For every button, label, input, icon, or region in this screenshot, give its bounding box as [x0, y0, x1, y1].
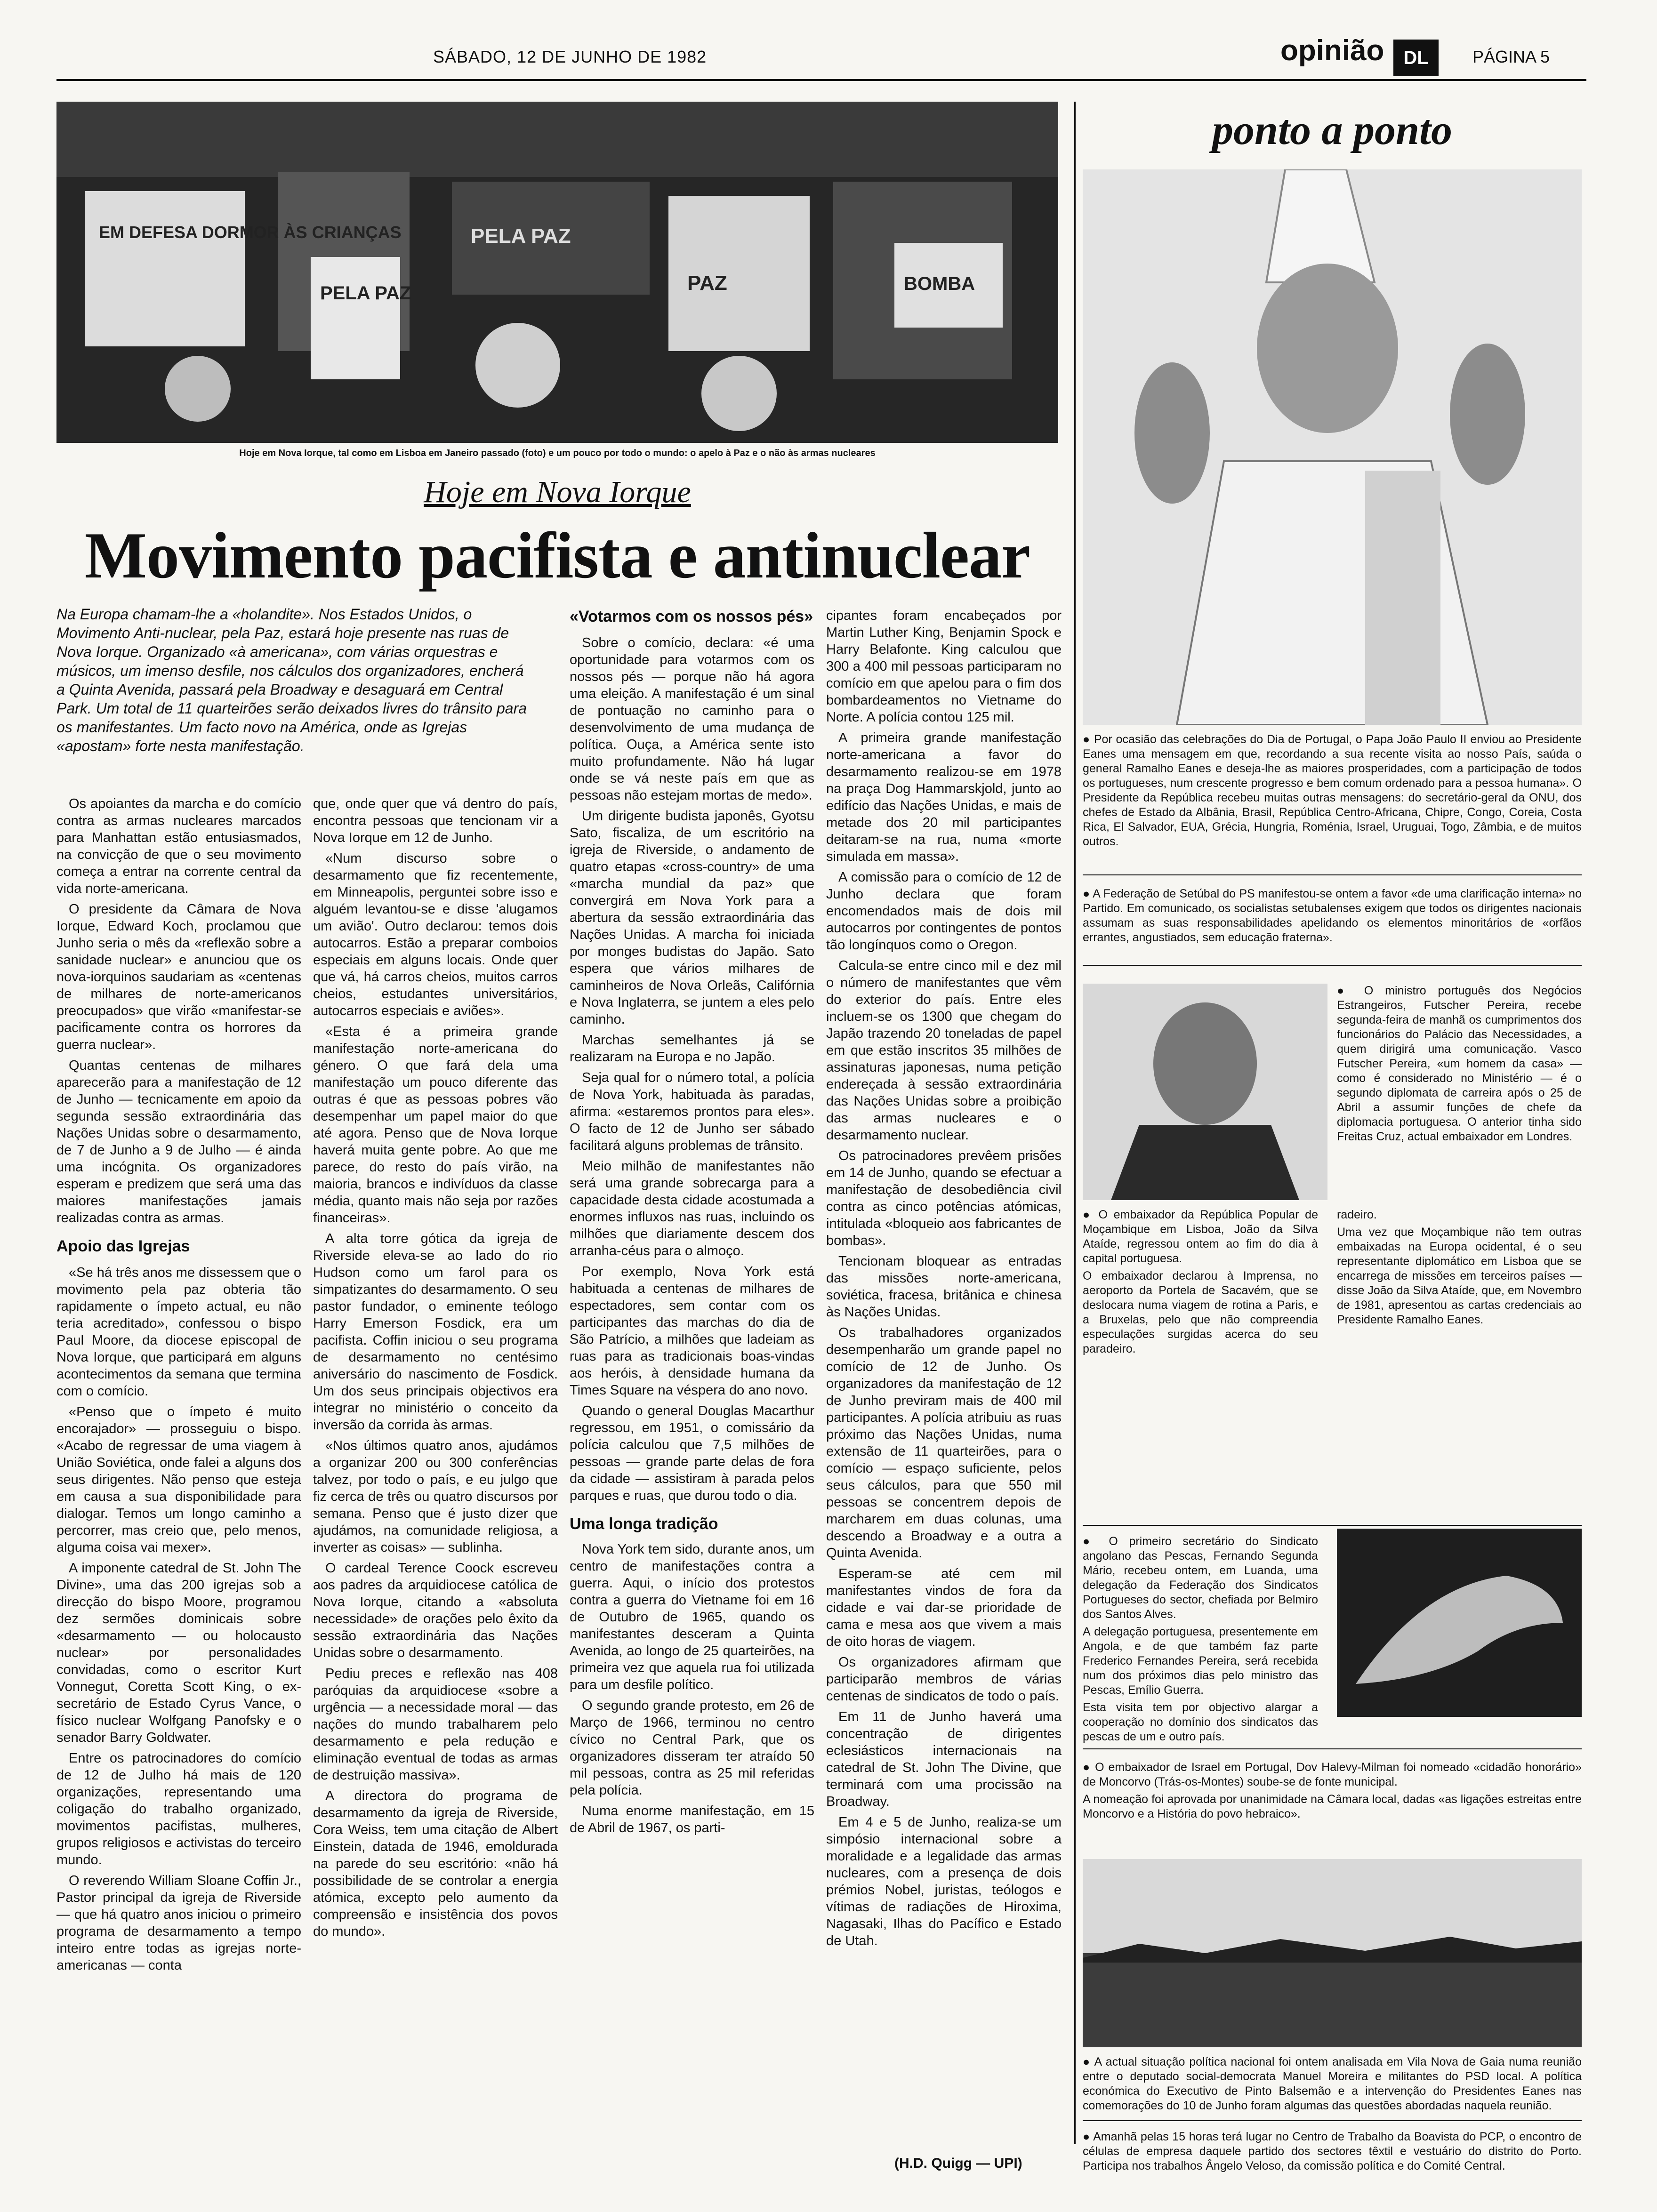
paragraph: Os trabalhadores organizados desempenharão um grande papel no comício de 12 de Junho. Os organizadores da manifestação de 12 de Junho previram mais de 400 mil participantes. A polícia atribuiu as ruas próximo das Nações Unidas, numa extensão de 11 quarteirões, para o comício — espaço suficiente, pelos seus cálculos, para que 550 mil pessoas se concentrem depois de marcharem em duas colunas, uma descendo a Broadway e a outra a Quinta Avenida.: [826, 1325, 1062, 1561]
paragraph: O presidente da Câmara de Nova Iorque, Edward Koch, proclamou que Junho seria o mês da «reflexão sobre a sanidade nuclear» e anunciou que os nova-iorquinos saudariam as «centenas de milhares de norte-americanos preocupados» que virão «manifestar-se pacificamente contra os horrores da guerra nuclear».: [56, 902, 301, 1052]
sign-text-1: EM DEFESA DORMOR ÀS CRIANÇAS: [99, 223, 402, 242]
paragraph: Calcula-se entre cinco mil e dez mil o número de manifestantes que vêm do exterior do país. Entre eles incluem-se os 1300 que chegam do Japão trazendo 20 toneladas de papel em que estão inscritos 35 milhões de assinaturas japonesas, numa petição endereçada à sessão extraordinária das Nações Unidas sobre a proibição das armas nucleares e o desarmamento nuclear.: [826, 958, 1062, 1143]
sidebar-item-gaia: ● A actual situação política nacional foi ontem analisada em Vila Nova de Gaia numa reunião entre o deputado social-democrata Manuel Moreira e militantes do PSD local. A política económica do Executivo de Pinto Balsemão e a intervenção do Presidentes Eanes nas comemorações do 10 de Junho foram algumas das questões abordadas naquela reunião.: [1083, 2055, 1582, 2112]
subheading: Uma longa tradição: [570, 1515, 718, 1533]
paragraph: A directora do programa de desarmamento da igreja de Riverside, Cora Weiss, tem uma citação de Albert Einstein, datada de 1946, emoldurada na parede do seu escritório: «não há possibilidade de se controlar a energia atómica, excepto pelo aumento da compreensão e insistência dos povos do mundo».: [313, 1788, 558, 1939]
paragraph: A imponente catedral de St. John The Divine», uma das 200 igrejas sob a direcção do bispo Moore, programou dez sermões dominicais sobre «desarmamento — ou holocausto nuclear» por personalidades convidadas, como o escritor Kurt Vonnegut, Coretta Scott King, o ex-secretário de Estado Cyrus Vance, o físico nuclear Wolfgang Panofsky e o senador Barry Goldwater.: [56, 1561, 301, 1745]
article-signature: (H.D. Quigg — UPI): [894, 2156, 1022, 2171]
article-column-2: [313, 795, 558, 1944]
sidebar-item-mozambique: [1083, 1208, 1318, 1359]
paragraph: «Se há três anos me dissessem que o movimento pela paz obteria tão rapidamente o ímpeto actual, eu não teria acreditado», confessou o bispo Paul Moore, da diocese episcopal de Nova Iorque, que participará em alguns acontecimentos da semana que termina com o comício.: [56, 1265, 301, 1399]
paragraph: Uma vez que Moçambique não tem outras embaixadas na Europa ocidental, é o seu representante diplomático em Lisboa que se encarrega de missões em terceiros países — disse João da Silva Ataíde, que, em Novembro de 1981, apresentou as cartas credenciais ao Presidente Ramalho Eanes.: [1337, 1226, 1582, 1326]
sidebar-divider: [1074, 102, 1076, 2144]
paragraph: «Num discurso sobre o desarmamento que fiz recentemente, em Minneapolis, perguntei sobre isso e alguém levantou-se e disse 'alugamos um avião'. Outro declarou: temos dois autocarros. Estão a preparar comboios especiais em alguns locais. Onde quer que vá, há carros cheios, muitos carros cheios, estudantes universitários, autocarros especiais e aviões».: [313, 851, 558, 1018]
paragraph: ● O primeiro secretário do Sindicato angolano das Pescas, Fernando Segunda Mário, recebeu ontem, em Luanda, uma delegação da Federação dos Sindicatos Portugueses do sector, chefiada por Belmiro dos Santos Alves.: [1083, 1535, 1318, 1621]
page-number: PÁGINA 5: [1472, 47, 1550, 66]
sign-text-4: BOMBA: [904, 273, 975, 294]
sidebar-title: ponto a ponto: [1212, 107, 1453, 153]
paragraph: radeiro.: [1337, 1208, 1377, 1221]
subheading: «Votarmos com os nossos pés»: [570, 608, 813, 625]
article-column-1: [56, 795, 301, 1978]
paragraph: O embaixador declarou à Imprensa, no aeroporto da Portela de Sacavém, que se deslocara numa viagem de rotina a Paris, e a Bruxelas, pelo que não compreendia especulações surgidas acerca do seu paradeiro.: [1083, 1269, 1318, 1355]
paragraph: Em 11 de Junho haverá uma concentração de dirigentes eclesiásticos internacionais na catedral de St. John The Divine, que terminará com uma procissão na Broadway.: [826, 1709, 1062, 1809]
paragraph: A delegação portuguesa, presentemente em Angola, e de que também faz parte Frederico Fernandes Pereira, será recebida num dos próximos dias pelo ministro das Pescas, Emílio Guerra.: [1083, 1625, 1318, 1697]
paragraph: O segundo grande protesto, em 26 de Março de 1966, terminou no centro cívico no Central Park, que os organizadores disseram ter atraído 50 mil pessoas, contra as 25 mil referidas pela polícia.: [570, 1698, 814, 1798]
sidebar-rule: [1083, 874, 1582, 875]
article-column-3: [570, 607, 814, 1840]
sign-text-3: PAZ: [687, 272, 727, 295]
header-rule: [56, 79, 1586, 81]
paragraph: «Nos últimos quatro anos, ajudámos a organizar 200 ou 300 conferências talvez, por todo o país, e eu julgo que fiz cerca de três ou quatro discursos por semana. Penso que é justo dizer que ajudámos, na comunidade religiosa, a inverter as coisas» — sublinha.: [313, 1438, 558, 1555]
paragraph: cipantes foram encabeçados por Martin Luther King, Benjamin Spock e Harry Belafonte. King calculou que 300 a 400 mil pessoas participaram no comício em que apelou para o fim dos bombardeamentos no Vietname do Norte. A polícia contou 125 mil.: [826, 608, 1062, 725]
pope-photo-art: [1083, 169, 1582, 725]
paragraph: Um dirigente budista japonês, Gyotsu Sato, fiscaliza, de um escritório na igreja de Riverside, o andamento de quatro etapas «cross-country» de uma «marcha mundial da paz» que convergirá em Nova York para a abertura da sessão extraordinária das Nações Unidas. A marcha foi iniciada por monges budistas do Japão. Sato espera que vários milhares de caminheiros de Nova Orleãs, Califórnia e Nova Inglaterra, se juntem a eles pelo caminho.: [570, 809, 814, 1027]
paragraph: Quando o general Douglas Macarthur regressou, em 1951, o comissário da polícia calculou que 7,5 milhões de pessoas — grande parte delas de fora da cidade — assistiram à parada pelos parques e ruas, que durou todo o dia.: [570, 1403, 814, 1503]
protest-photo: [56, 102, 1058, 443]
newspaper-logo-icon: DL: [1393, 40, 1439, 76]
paragraph: A nomeação foi aprovada por unanimidade na Câmara local, dadas «as ligações estreitas entre Moncorvo e a História do povo hebraico».: [1083, 1793, 1582, 1820]
paragraph: «Esta é a primeira grande manifestação norte-americana do género. O que fará dela uma manifestação um pouco diferente das outras é que as pessoas pobres vão desempenhar um papel maior do que até agora. Penso que de Nova Iorque haverá muita gente pobre. Ao que me parece, do resto do país virão, na maioria, brancos e indivíduos da classe média, quanto mais não seja por razões financeiras».: [313, 1024, 558, 1226]
paragraph: O cardeal Terence Coock escreveu aos padres da arquidiocese católica de Nova Iorque, citando a «absoluta necessidade» de orações pelo êxito da sessão extraordinária das Nações Unidas sobre o desarmamento.: [313, 1561, 558, 1660]
gaia-photo-art: [1083, 1859, 1582, 2047]
sidebar-item-futscher: ● O ministro português dos Negócios Estrangeiros, Futscher Pereira, recebe segunda-feira de manhã os cumprimentos dos funcionários do Palácio das Necessidades, a quem dirigirá uma comunicação. Vasco Futscher Pereira, «um homem da casa» — como é considerado no Ministério — é o segundo diplomata de carreira após o 25 de Abril a assumir funções de chefe da diplomacia portuguesa. O anterior tinha sido Freitas Cruz, actual embaixador em Londres.: [1337, 984, 1582, 1143]
sidebar-item-ps-setubal: ● A Federação de Setúbal do PS manifestou-se ontem a favor «de uma clarificação interna» no Partido. Em comunicado, os socialistas setubalenses exigem que todos os dirigentes nacionais assumam as suas responsabilidades apelidando os elementos minoritários de «orfãos errantes, angustiados, sem educação fraterna».: [1083, 887, 1582, 944]
paragraph: A alta torre gótica da igreja de Riverside eleva-se ao lado do rio Hudson como um farol para os simpatizantes do desarmamento. O seu pastor fundador, o eminente teólogo Harry Emerson Fosdick, era um pacifista. Coffin iniciou o seu programa de desarmamento no centésimo aniversário do nascimento de Fosdick. Um dos seus principais objectivos era integrar no ministério o conceito da inversão da corrida às armas.: [313, 1231, 558, 1433]
article-headline: Movimento pacifista e antinuclear: [84, 519, 1030, 592]
sidebar-item-mozambique-cont: [1337, 1208, 1582, 1330]
sidebar-rule: [1083, 1525, 1582, 1526]
fish-photo: [1337, 1529, 1582, 1717]
sidebar-rule: [1083, 965, 1582, 966]
sidebar-item-angola: [1083, 1534, 1318, 1747]
fish-photo-art: [1337, 1529, 1582, 1717]
paragraph: Marchas semelhantes já se realizaram na Europa e no Japão.: [570, 1033, 814, 1065]
paragraph: Por exemplo, Nova York está habituada a centenas de milhares de espectadores, sem contar com os participantes das marchas do dia de São Patrício, a milhões que ladeiam as ruas para as tradicionais boas-vindas aos heróis, à densidade humana da Times Square na véspera do ano novo.: [570, 1264, 814, 1398]
article-column-4: [826, 607, 1062, 1953]
paragraph: Sobre o comício, declara: «é uma oportunidade para votarmos com os nossos pés — porque não há agora uma eleição. A manifestação é um sinal de pontuação no caminho para o desenvolvimento de uma mudança de política. Ouça, a América sente isto muito profundamente. Não há lugar onde se vá neste país em que as pessoas não estejam mortas de medo».: [570, 635, 814, 803]
pope-photo: [1083, 169, 1582, 725]
paragraph: Os apoiantes da marcha e do comício contra as armas nucleares marcados para Manhattan estão entusiasmados, na convicção de que o seu movimento começa a entrar na corrente central da vida norte-americana.: [56, 796, 301, 896]
article-kicker: Hoje em Nova Iorque: [424, 475, 691, 509]
paragraph: Numa enorme manifestação, em 15 de Abril de 1967, os parti-: [570, 1803, 814, 1835]
paragraph: Nova York tem sido, durante anos, um centro de manifestações contra a guerra. Aqui, o início dos protestos contra a guerra do Vietname foi em 16 de Outubro de 1965, quando os manifestantes desceram a Quinta Avenida, ao longo de 25 quarteirões, na primeira vez que aquela rua foi utilizada para um desfile político.: [570, 1542, 814, 1692]
paragraph: A comissão para o comício de 12 de Junho declara que foram encomendados mais de dois mil autocarros por contingentes de pontos tão longínquos como o Oregon.: [826, 870, 1062, 953]
sign-text-2: PELA PAZ: [320, 283, 411, 304]
paragraph: Esta visita tem por objectivo alargar a cooperação no domínio dos sindicatos das pescas de um e outro país.: [1083, 1701, 1318, 1743]
paragraph: Esperam-se até cem mil manifestantes vindos de fora da cidade e vai dar-se prioridade de cama e mesa aos que vivem a mais de oito horas de viagem.: [826, 1566, 1062, 1649]
paragraph: Os organizadores afirmam que participarão membros de várias centenas de sindicatos de todo o país.: [826, 1655, 1062, 1704]
paragraph: Os patrocinadores prevêem prisões em 14 de Junho, quando se efectuar a manifestação de desobediência civil contra as cinco potências atómicas, intitulada «bloqueio aos fabricantes de bombas».: [826, 1148, 1062, 1248]
pope-caption: ● Por ocasião das celebrações do Dia de Portugal, o Papa João Paulo II enviou ao Presidente Eanes uma mensagem em que, recordando a sua recente visita ao nosso País, saúda o general Ramalho Eanes e deseja-lhe as maiores prosperidades, com a participação de todos os portugueses, num crescente progresso e bem comum ordenado para a pessoa humana». O Presidente da República recebeu muitas outras mensagens: do secretário-geral da ONU, dos chefes de Estado da Albânia, Brasil, República Centro-Africana, Chipre, Congo, Coreia, Costa Rica, El Salvador, EUA, Grécia, Hungria, Roménia, Israel, Uruguai, Togo, Zâmbia, e de muitos outros.: [1083, 733, 1582, 848]
page-date: SÁBADO, 12 DE JUNHO DE 1982: [433, 47, 707, 66]
subheading: Apoio das Igrejas: [56, 1237, 190, 1255]
sign-text-5: PELA PAZ: [471, 224, 571, 248]
sidebar-rule: [1083, 2120, 1582, 2121]
paragraph: O reverendo William Sloane Coffin Jr., Pastor principal da igreja de Riverside — que há quatro anos iniciou o primeiro programa de desarmamento a tempo inteiro entre todas as igrejas norte-americanas — conta: [56, 1873, 301, 1973]
paragraph: Em 4 e 5 de Junho, realiza-se um simpósio internacional sobre a moralidade e a legalidade das armas nucleares, com a presença de dois prémios Nobel, juristas, teólogos e vítimas de radiações de Hiroxima, Nagasaki, Ilhas do Pacífico e Estado de Utah.: [826, 1815, 1062, 1948]
paragraph: que, onde quer que vá dentro do país, encontra pessoas que tencionam vir a Nova Iorque em 12 de Junho.: [313, 796, 558, 845]
sidebar-rule: [1083, 1748, 1582, 1749]
paragraph: Seja qual for o número total, a polícia de Nova York, habituada às paradas, afirma: «estaremos prontos para eles». O facto de 12 de Junho ser sábado facilitará alguns problemas de trânsito.: [570, 1070, 814, 1153]
paragraph: ● O embaixador da República Popular de Moçambique em Lisboa, João da Silva Ataíde, regressou ontem ao fim do dia à capital portuguesa.: [1083, 1208, 1318, 1265]
futscher-pereira-photo: [1083, 984, 1327, 1200]
futscher-pereira-photo-art: [1083, 984, 1327, 1200]
paragraph: «Penso que o ímpeto é muito encorajador» — prosseguiu o bispo. «Acabo de regressar de uma viagem à União Soviética, onde falei a alguns dos seus dirigentes. Não penso que esteja em causa a sua disponibilidade para dialogar. Temos um longo caminho a percorrer, mas creio que, pelo menos, alguma coisa vai mexer».: [56, 1404, 301, 1555]
protest-photo-art: [56, 102, 1058, 443]
article-lead: Na Europa chamam-lhe a «holandite». Nos Estados Unidos, o Movimento Anti-nuclear, pela Paz, estará hoje presente nas ruas de Nova Iorque. Organizado «à americana», com várias orquestras e músicos, um imenso desfile, nos cálculos dos organizadores, encherá a Quinta Avenida, passará pela Broadway e desaguará em Central Park. Um total de 11 quarteirões serão deixados livres do trânsito para os manifestantes. Um facto novo na América, onde as Igrejas «apostam» forte nesta manifestação.: [56, 606, 527, 754]
paragraph: Quantas centenas de milhares aparecerão para a manifestação de 12 de Junho — tecnicamente em apoio da segunda sessão extraordinária das Nações Unidas sobre o desarmamento, de 7 de Junho a 9 de Julho — é ainda uma incógnita. Os organizadores esperam e predizem que será uma das maiores manifestações jamais realizadas contra as armas.: [56, 1058, 301, 1226]
paragraph: A primeira grande manifestação norte-americana a favor do desarmamento realizou-se em 1978 na praça Dog Hammarskjold, junto ao edifício das Nações Unidas, e mais de metade dos 20 mil participantes deitaram-se na rua, numa «morte simulada em massa».: [826, 730, 1062, 864]
paragraph: ● O embaixador de Israel em Portugal, Dov Halevy-Milman foi nomeado «cidadão honorário» de Moncorvo (Trás-os-Montes) soube-se de fonte municipal.: [1083, 1761, 1582, 1788]
paragraph: Entre os patrocinadores do comício de 12 de Julho há mais de 120 organizações, representando uma coligação do trabalho organizado, movimentos pacifistas, mulheres, grupos religiosos e activistas do terceiro mundo.: [56, 1751, 301, 1867]
photo-caption: Hoje em Nova Iorque, tal como em Lisboa em Janeiro passado (foto) e um pouco por todo o mundo: o apelo à Paz e o não às armas nucleares: [239, 448, 876, 458]
sidebar-item-israel: [1083, 1760, 1582, 1824]
section-title: opinião: [1280, 34, 1384, 67]
sidebar-item-pcp: ● Amanhã pelas 15 horas terá lugar no Centro de Trabalho da Boavista do PCP, o encontro de células de empresa daquele partido dos sectores têxtil e vestuário do distrito do Porto. Participa nos trabalhos Ângelo Veloso, da comissão política e do Comité Central.: [1083, 2130, 1582, 2172]
paragraph: Tencionam bloquear as entradas das missões norte-americana, soviética, fracesa, britânica e chinesa às Nações Unidas.: [826, 1254, 1062, 1320]
gaia-photo: [1083, 1859, 1582, 2047]
paragraph: Meio milhão de manifestantes não será uma grande sobrecarga para a capacidade desta cidade acostumada a enormes influxos nas ruas, incluindo os milhões que diariamente descem dos arranha-céus para o almoço.: [570, 1159, 814, 1258]
paragraph: Pediu preces e reflexão nas 408 paróquias da arquidiocese «sobre a urgência — a necessidade moral — das nações do mundo trabalharem pelo desarmamento e pela redução e eliminação eventual de todas as armas de destruição massiva».: [313, 1666, 558, 1783]
